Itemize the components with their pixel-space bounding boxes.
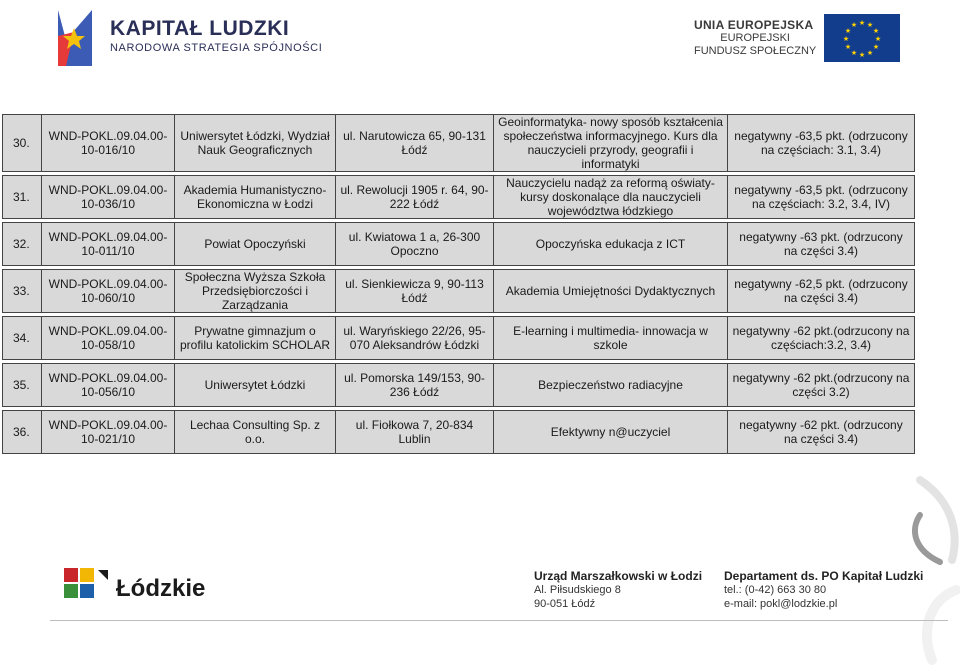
department-email: e-mail: pokl@lodzkie.pl xyxy=(724,598,838,610)
svg-text:★: ★ xyxy=(842,35,850,43)
eu-flag-icon xyxy=(824,14,900,62)
application-code: WND-POKL.09.04.00-10-016/10 xyxy=(42,115,175,172)
table-row xyxy=(3,364,915,407)
applicant-address: ul. Fiołkowa 7, 20-834 Lublin xyxy=(336,411,494,454)
project-title: Akademia Umiejętności Dydaktycznych xyxy=(494,270,728,313)
office-address xyxy=(534,569,702,611)
application-code: WND-POKL.09.04.00-10-021/10 xyxy=(42,411,175,454)
page-header xyxy=(0,0,960,80)
row-number: 31. xyxy=(3,176,42,219)
department-phone: tel.: (0-42) 663 30 80 xyxy=(724,584,827,596)
svg-text:★: ★ xyxy=(858,51,866,59)
svg-text:★: ★ xyxy=(872,43,880,51)
kl-title: KAPITAŁ LUDZKI xyxy=(110,17,290,40)
applicant-address: ul. Rewolucji 1905 r. 64, 90-222 Łódź xyxy=(336,176,494,219)
applicant-address: ul. Sienkiewicza 9, 90-113 Łódź xyxy=(336,270,494,313)
evaluation-result: negatywny -63,5 pkt. (odrzucony na częściach: 3.2, 3.4, IV) xyxy=(728,176,915,219)
applicant-address: ul. Pomorska 149/153, 90-236 Łódź xyxy=(336,364,494,407)
table-row xyxy=(3,270,915,313)
applicant-address: ul. Narutowicza 65, 90-131 Łódź xyxy=(336,115,494,172)
project-title: E-learning i multimedia- innowacja w szkole xyxy=(494,317,728,360)
footer-divider xyxy=(50,620,948,621)
kapital-ludzki-logo xyxy=(52,6,96,70)
lodzkie-logo-icon xyxy=(64,568,110,608)
table-row xyxy=(3,411,915,454)
table-row xyxy=(3,223,915,266)
svg-text:★: ★ xyxy=(872,27,880,35)
evaluation-result: negatywny -62 pkt.(odrzucony na części 3.2) xyxy=(728,364,915,407)
svg-text:★: ★ xyxy=(866,49,874,57)
address-title: Urząd Marszałkowski w Łodzi xyxy=(534,569,703,583)
project-title: Opoczyńska edukacja z ICT xyxy=(494,223,728,266)
results-table xyxy=(2,114,915,454)
row-number: 35. xyxy=(3,364,42,407)
svg-text:★: ★ xyxy=(844,27,852,35)
region-name: Łódzkie xyxy=(116,575,206,602)
applicant-address: ul. Waryńskiego 22/26, 95-070 Aleksandrów Łódzki xyxy=(336,317,494,360)
svg-text:★: ★ xyxy=(850,21,858,29)
kl-subtitle: NARODOWA STRATEGIA SPÓJNOŚCI xyxy=(110,42,323,54)
application-code: WND-POKL.09.04.00-10-056/10 xyxy=(42,364,175,407)
eu-wordmark xyxy=(694,18,816,58)
eu-line1: UNIA EUROPEJSKA xyxy=(694,18,814,32)
svg-text:★: ★ xyxy=(850,49,858,57)
row-number: 30. xyxy=(3,115,42,172)
table-row xyxy=(3,176,915,219)
kapital-ludzki-wordmark xyxy=(110,18,322,54)
applicant-name: Uniwersytet Łódzki xyxy=(175,364,336,407)
row-number: 34. xyxy=(3,317,42,360)
row-number: 36. xyxy=(3,411,42,454)
svg-text:★: ★ xyxy=(844,43,852,51)
department-title: Departament ds. PO Kapitał Ludzki xyxy=(724,569,924,583)
project-title: Nauczycielu nadąż za reformą oświaty- kursy doskonalące dla nauczycieli województwa łódzkiego xyxy=(494,176,728,219)
project-title: Efektywny n@uczyciel xyxy=(494,411,728,454)
applicant-name: Lechaa Consulting Sp. z o.o. xyxy=(175,411,336,454)
application-code: WND-POKL.09.04.00-10-058/10 xyxy=(42,317,175,360)
evaluation-result: negatywny -62 pkt.(odrzucony na częściach:3.2, 3.4) xyxy=(728,317,915,360)
table-row xyxy=(3,317,915,360)
row-number: 33. xyxy=(3,270,42,313)
svg-text:★: ★ xyxy=(866,21,874,29)
address-city: 90-051 Łódź xyxy=(534,598,596,610)
svg-text:★: ★ xyxy=(858,19,866,27)
project-title: Geoinformatyka- nowy sposób kształcenia społeczeństwa informacyjnego. Kurs dla nauczycieli przyrody, geografii i informatyki xyxy=(494,115,728,172)
evaluation-result: negatywny -62 pkt. (odrzucony na części 3.4) xyxy=(728,411,915,454)
application-code: WND-POKL.09.04.00-10-011/10 xyxy=(42,223,175,266)
applicant-name: Powiat Opoczyński xyxy=(175,223,336,266)
address-street: Al. Piłsudskiego 8 xyxy=(534,584,621,596)
eu-line3: FUNDUSZ SPOŁECZNY xyxy=(694,45,817,57)
evaluation-result: negatywny -63 pkt. (odrzucony na części 3.4) xyxy=(728,223,915,266)
application-code: WND-POKL.09.04.00-10-060/10 xyxy=(42,270,175,313)
eu-line2: EUROPEJSKI xyxy=(720,32,790,44)
project-title: Bezpieczeństwo radiacyjne xyxy=(494,364,728,407)
evaluation-result: negatywny -63,5 pkt. (odrzucony na częściach: 3.1, 3.4) xyxy=(728,115,915,172)
applicant-address: ul. Kwiatowa 1 a, 26-300 Opoczno xyxy=(336,223,494,266)
department-contact xyxy=(724,569,923,611)
application-code: WND-POKL.09.04.00-10-036/10 xyxy=(42,176,175,219)
applicant-name: Prywatne gimnazjum o profilu katolickim SCHOLAR xyxy=(175,317,336,360)
applicant-name: Akademia Humanistyczno-Ekonomiczna w Łodzi xyxy=(175,176,336,219)
applicant-name: Uniwersytet Łódzki, Wydział Nauk Geograficznych xyxy=(175,115,336,172)
applicant-name: Społeczna Wyższa Szkoła Przedsiębiorczości i Zarządzania xyxy=(175,270,336,313)
evaluation-result: negatywny -62,5 pkt. (odrzucony na części 3.4) xyxy=(728,270,915,313)
svg-text:★: ★ xyxy=(874,35,882,43)
table-row xyxy=(3,115,915,172)
row-number: 32. xyxy=(3,223,42,266)
